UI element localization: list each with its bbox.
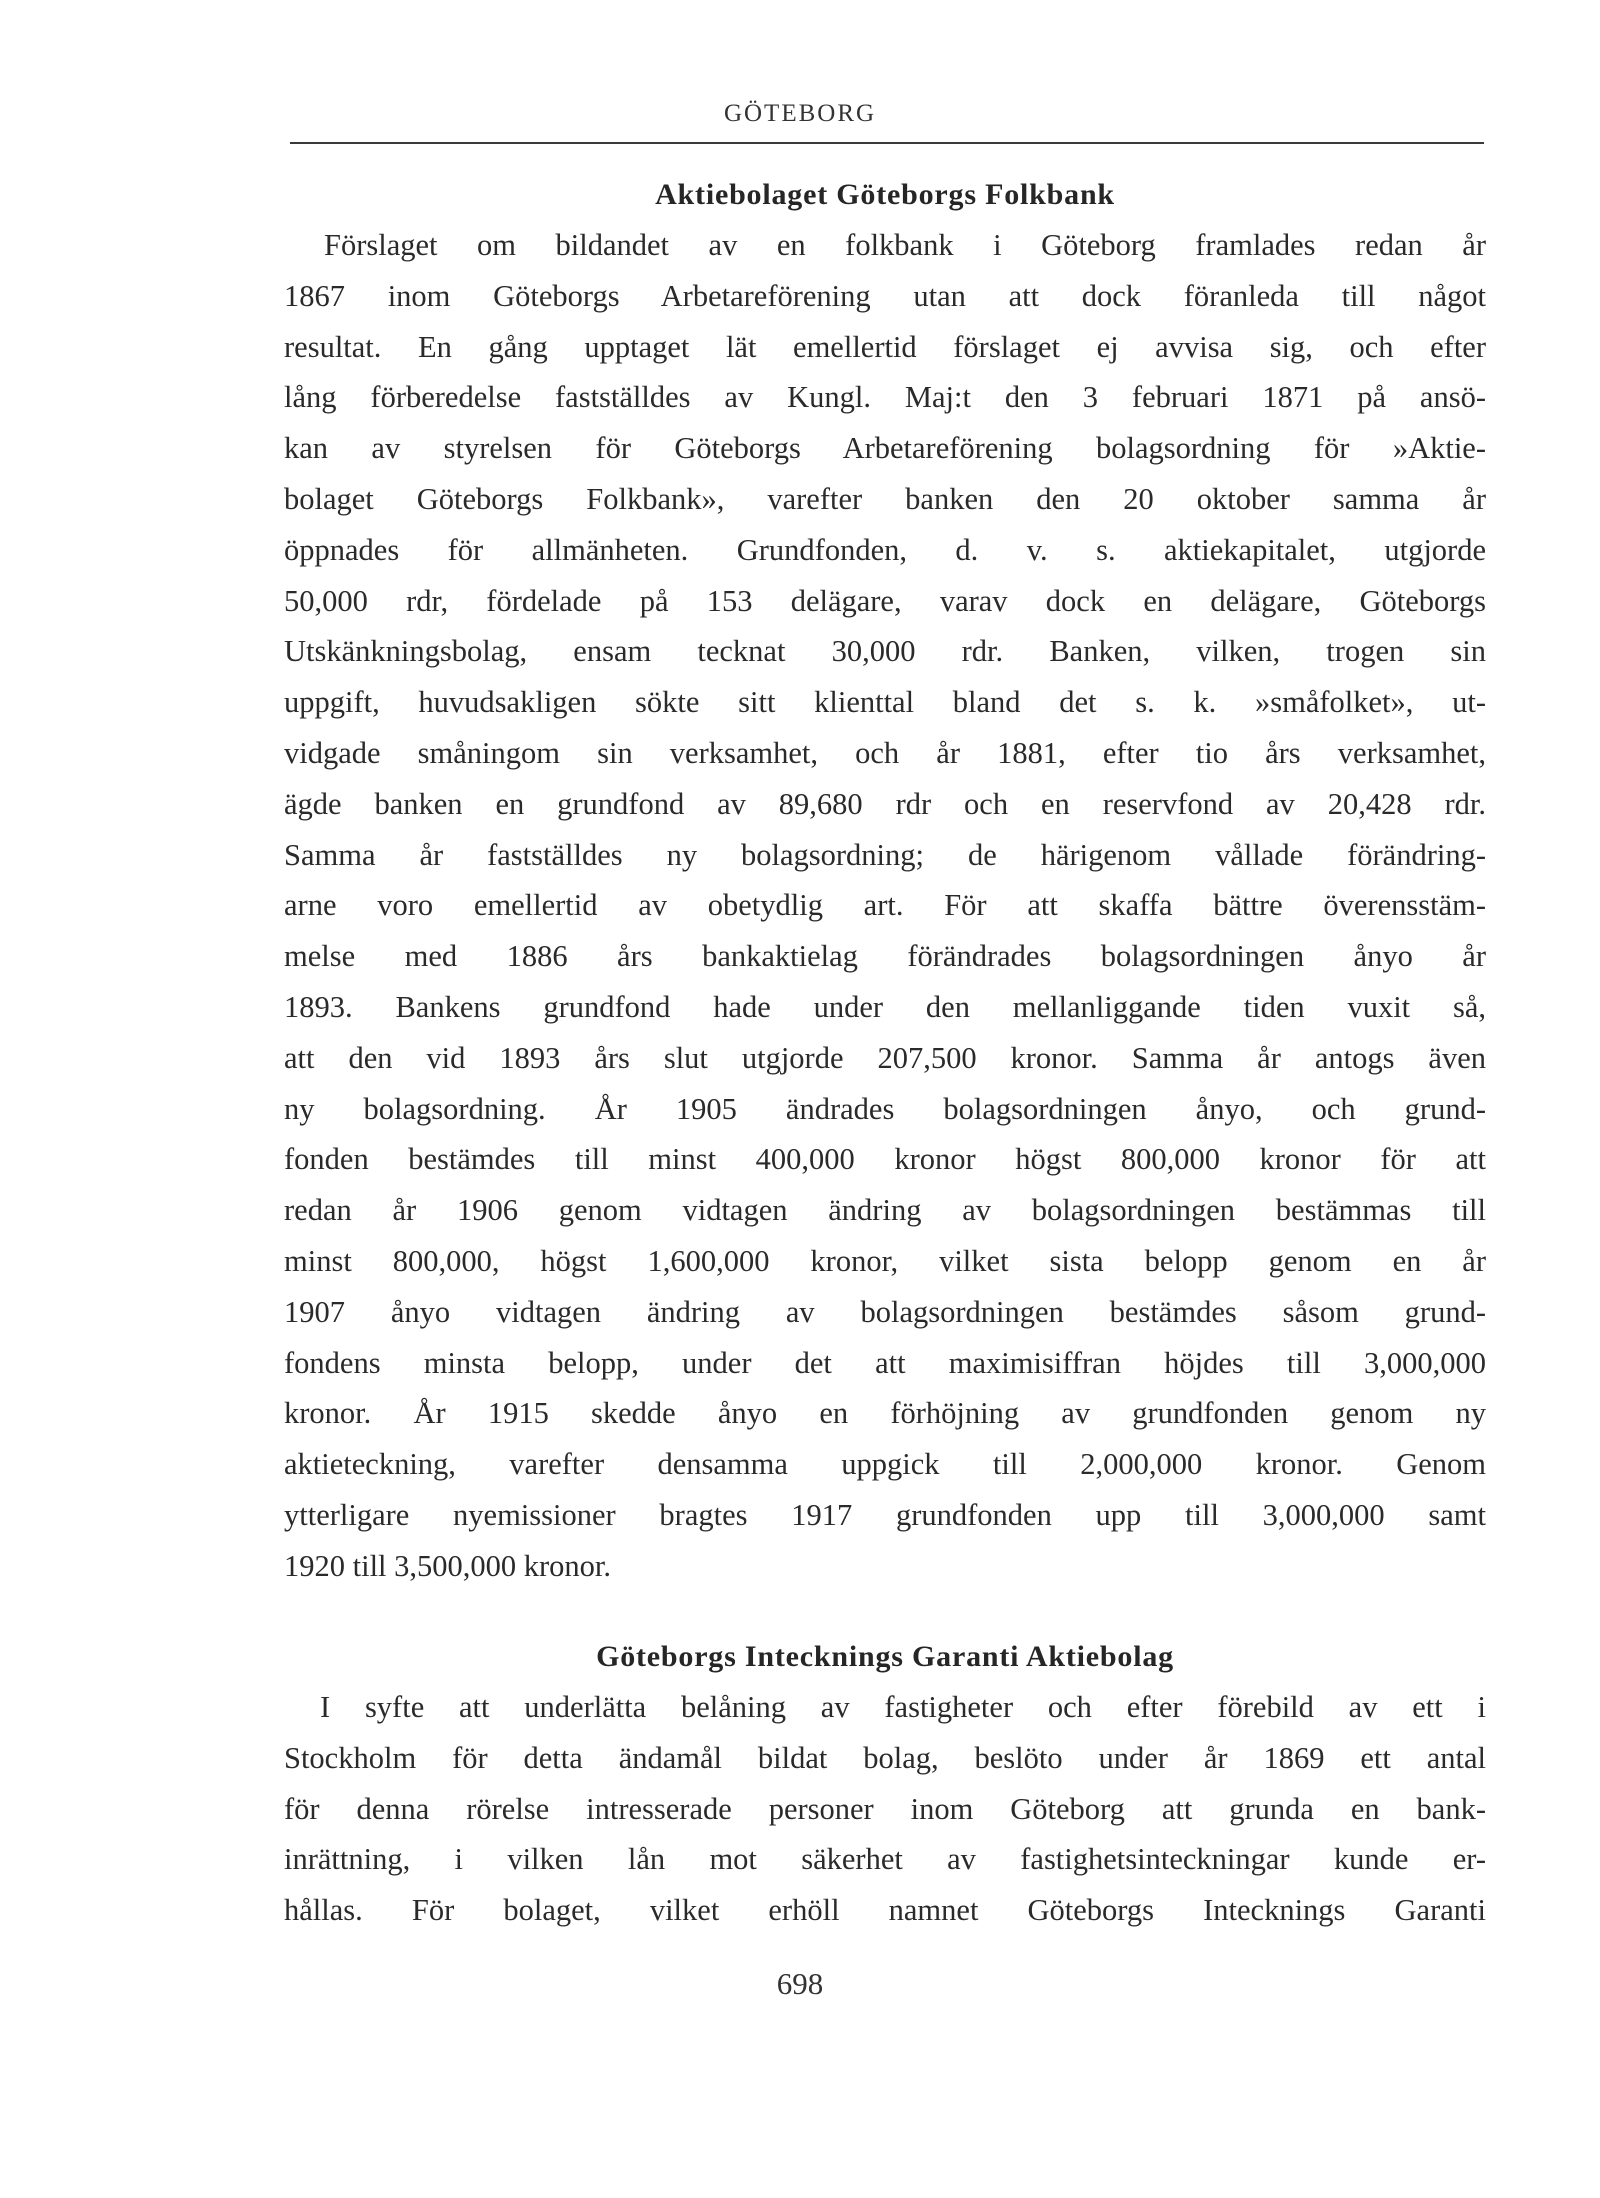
text-line: fonden bestämdes till minst 400,000 kronor högst 800,000 kronor för att: [284, 1142, 1486, 1177]
text-line: Samma år fastställdes ny bolagsordning; de härigenom vållade förändring-: [284, 837, 1486, 872]
running-head: GÖTEBORG: [723, 100, 877, 127]
section-heading: Göteborgs Intecknings Garanti Aktiebolag: [596, 1640, 1174, 1673]
section-inteckningsbolag: [284, 1632, 1486, 1936]
text-line: bolaget Göteborgs Folkbank», varefter banken den 20 oktober samma år: [284, 481, 1486, 516]
text-line: ytterligare nyemissioner bragtes 1917 grundfonden upp till 3,000,000 samt: [284, 1497, 1486, 1532]
text-line: I syfte att underlätta belåning av fastigheter och efter förebild av ett i: [320, 1690, 1486, 1724]
text-line: Förslaget om bildandet av en folkbank i Göteborg framlades redan år: [324, 228, 1486, 262]
text-line: Utskänkningsbolag, ensam tecknat 30,000 rdr. Banken, vilken, trogen sin: [284, 634, 1486, 669]
text-line: redan år 1906 genom vidtagen ändring av bolagsordningen bestämmas till: [284, 1193, 1486, 1228]
text-line: aktieteckning, varefter densamma uppgick till 2,000,000 kronor. Genom: [284, 1447, 1486, 1482]
text-line: arne voro emellertid av obetydlig art. För att skaffa bättre överensstäm-: [284, 888, 1486, 923]
text-line: Stockholm för detta ändamål bildat bolag, beslöto under år 1869 ett antal: [284, 1740, 1486, 1775]
text-line: resultat. En gång upptaget lät emellertid förslaget ej avvisa sig, och efter: [284, 329, 1486, 364]
header-rule: [290, 142, 1484, 144]
text-line: öppnades för allmänheten. Grundfonden, d. v. s. aktiekapitalet, utgjorde: [284, 532, 1486, 567]
text-line: 1907 ånyo vidtagen ändring av bolagsordningen bestämdes såsom grund-: [284, 1294, 1486, 1329]
text-line: melse med 1886 års bankaktielag förändrades bolagsordningen ånyo år: [284, 939, 1486, 974]
text-line: ägde banken en grundfond av 89,680 rdr och en reservfond av 20,428 rdr.: [284, 786, 1486, 821]
text-line: uppgift, huvudsakligen sökte sitt klienttal bland det s. k. »småfolket», ut-: [284, 685, 1486, 720]
text-line: 1920 till 3,500,000 kronor.: [284, 1548, 612, 1583]
text-line: kan av styrelsen för Göteborgs Arbetareförening bolagsordning för »Aktie-: [284, 431, 1486, 466]
text-line: 50,000 rdr, fördelade på 153 delägare, varav dock en delägare, Göteborgs: [284, 583, 1486, 618]
text-line: att den vid 1893 års slut utgjorde 207,500 kronor. Samma år antogs även: [284, 1040, 1486, 1075]
text-line: 1893. Bankens grundfond hade under den mellanliggande tiden vuxit så,: [284, 989, 1486, 1024]
text-line: för denna rörelse intresserade personer inom Göteborg att grunda en bank-: [284, 1791, 1486, 1826]
text-line: fondens minsta belopp, under det att maximisiffran höjdes till 3,000,000: [284, 1345, 1486, 1380]
section-body: [284, 1682, 1486, 1936]
text-line: inrättning, i vilken lån mot säkerhet av fastighetsinteckningar kunde er-: [284, 1842, 1486, 1877]
text-line: kronor. År 1915 skedde ånyo en förhöjning av grundfonden genom ny: [284, 1396, 1486, 1431]
text-line: lång förberedelse fastställdes av Kungl. Maj:t den 3 februari 1871 på ansö-: [284, 380, 1486, 415]
section-folkbank: [284, 170, 1486, 1592]
text-line: vidgade småningom sin verksamhet, och år 1881, efter tio års verksamhet,: [284, 735, 1486, 770]
text-line: ny bolagsordning. År 1905 ändrades bolagsordningen ånyo, och grund-: [284, 1091, 1486, 1126]
page-number: 698: [776, 1966, 824, 2001]
section-body: [284, 220, 1486, 1592]
section-heading: Aktiebolaget Göteborgs Folkbank: [655, 178, 1115, 211]
text-line: hållas. För bolaget, vilket erhöll namnet Göteborgs Intecknings Garanti: [284, 1893, 1486, 1928]
text-line: minst 800,000, högst 1,600,000 kronor, vilket sista belopp genom en år: [284, 1243, 1486, 1278]
text-line: 1867 inom Göteborgs Arbetareförening utan att dock föranleda till något: [284, 278, 1486, 313]
